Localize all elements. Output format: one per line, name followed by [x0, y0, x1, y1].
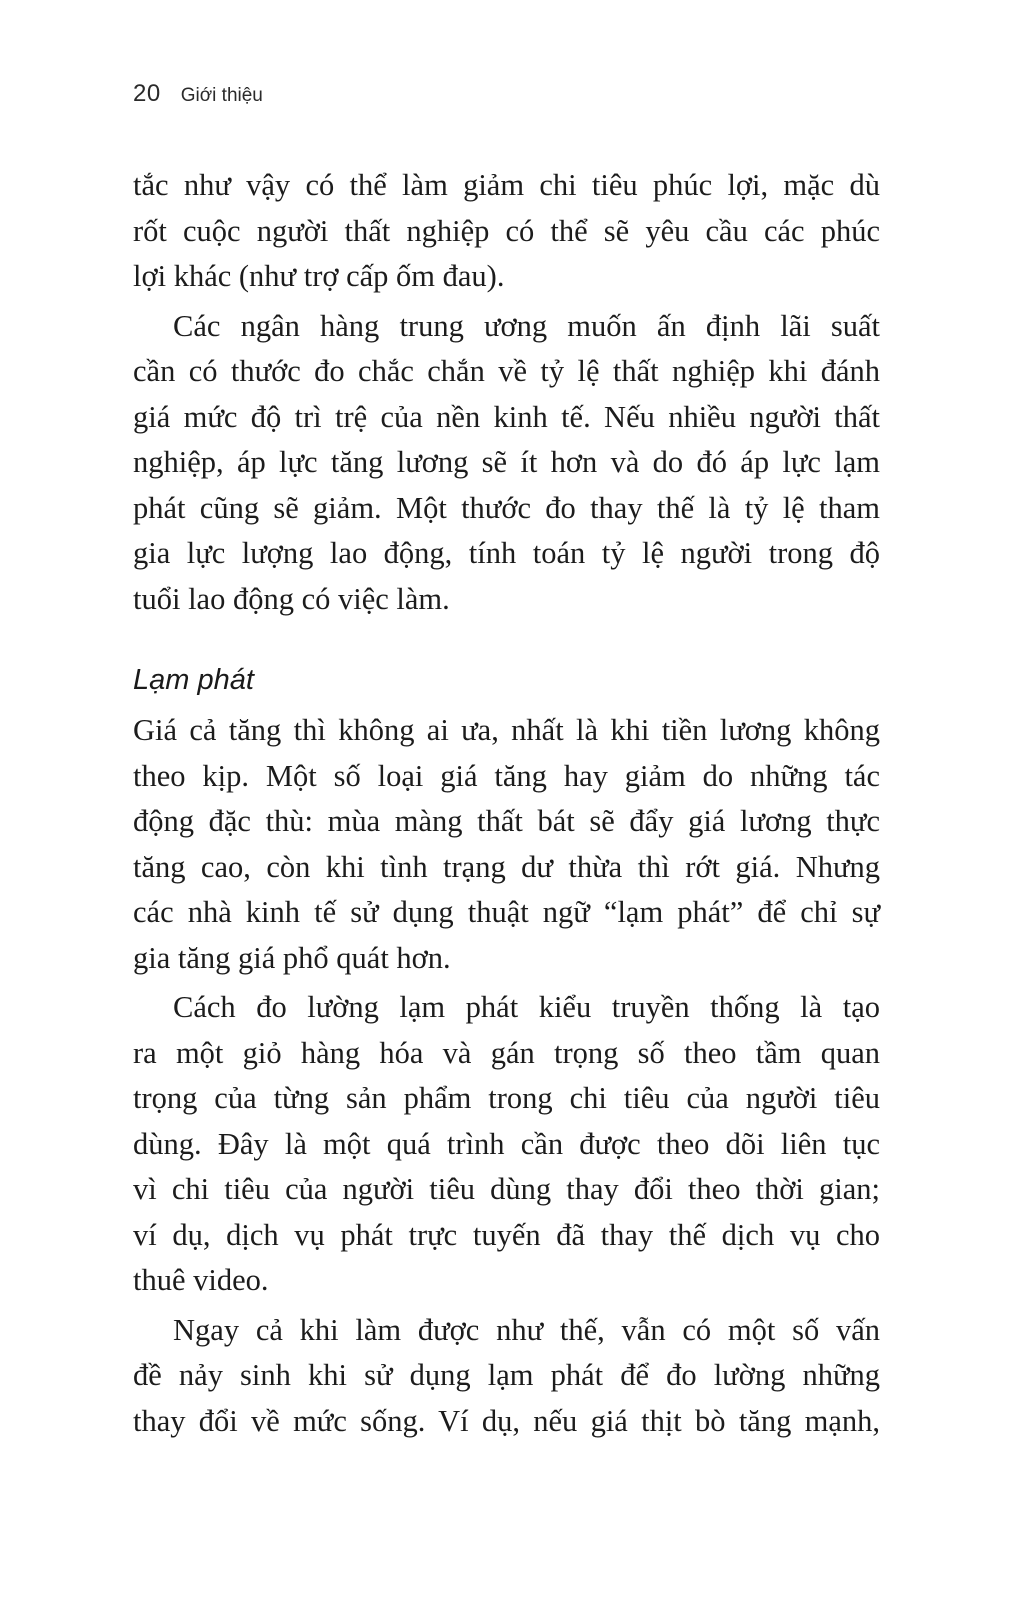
text-line: tuổi lao động có việc làm. — [133, 581, 450, 616]
text-line: tắc như vậy có thể làm giảm chi tiêu phúc lợi, mặc dù — [133, 168, 880, 202]
text-line: theo kịp. Một số loại giá tăng hay giảm do những tác — [133, 758, 880, 793]
text-line: gia lực lượng lao động, tính toán tỷ lệ người trong độ — [133, 536, 880, 570]
text-line: dùng. Đây là một quá trình cần được theo dõi liên tục — [133, 1126, 880, 1161]
text-line: vì chi tiêu của người tiêu dùng thay đổi theo thời gian; — [133, 1172, 880, 1206]
body-text — [133, 163, 880, 1444]
text-line: ví dụ, dịch vụ phát trực tuyến đã thay thế dịch vụ cho — [133, 1217, 880, 1252]
text-line: lợi khác (như trợ cấp ốm đau). — [133, 259, 505, 293]
section-heading: Lạm phát — [133, 664, 254, 696]
text-line: cần có thước đo chắc chắn về tỷ lệ thất nghiệp khi đánh — [133, 354, 880, 388]
text-line: tăng cao, còn khi tình trạng dư thừa thì rớt giá. Nhưng — [133, 849, 880, 884]
text-line: nghiệp, áp lực tăng lương sẽ ít hơn và do đó áp lực lạm — [133, 445, 880, 479]
page-number: 20 — [133, 80, 161, 107]
paragraph — [133, 304, 880, 623]
chapter-title: Giới thiệu — [180, 85, 263, 106]
text-line: giá mức độ trì trệ của nền kinh tế. Nếu nhiều người thất — [133, 399, 880, 434]
text-line: ra một giỏ hàng hóa và gán trọng số theo tầm quan — [133, 1035, 880, 1070]
text-line: Ngay cả khi làm được như thế, vẫn có một số vấn — [173, 1312, 880, 1347]
text-line: Cách đo lường lạm phát kiểu truyền thống là tạo — [173, 990, 880, 1024]
paragraph — [133, 163, 880, 300]
text-line: rốt cuộc người thất nghiệp có thể sẽ yêu cầu các phúc — [133, 213, 880, 248]
text-line: các nhà kinh tế sử dụng thuật ngữ “lạm phát” để chỉ sự — [133, 895, 880, 929]
paragraph — [133, 708, 880, 981]
text-line: thay đổi về mức sống. Ví dụ, nếu giá thịt bò tăng mạnh, — [133, 1403, 880, 1438]
text-line: thuê video. — [133, 1263, 269, 1297]
text-line: động đặc thù: mùa màng thất bát sẽ đẩy giá lương thực — [133, 804, 880, 838]
text-line: Các ngân hàng trung ương muốn ấn định lãi suất — [173, 308, 880, 343]
text-line: Giá cả tăng thì không ai ưa, nhất là khi tiền lương không — [133, 713, 880, 747]
text-line: đề nảy sinh khi sử dụng lạm phát để đo lường những — [133, 1358, 880, 1392]
text-line: trọng của từng sản phẩm trong chi tiêu của người tiêu — [133, 1081, 880, 1115]
text-line: phát cũng sẽ giảm. Một thước đo thay thế là tỷ lệ tham — [133, 490, 880, 525]
text-line: gia tăng giá phổ quát hơn. — [133, 940, 451, 975]
paragraph — [133, 985, 880, 1304]
paragraph — [133, 1308, 880, 1445]
running-header — [133, 80, 263, 108]
